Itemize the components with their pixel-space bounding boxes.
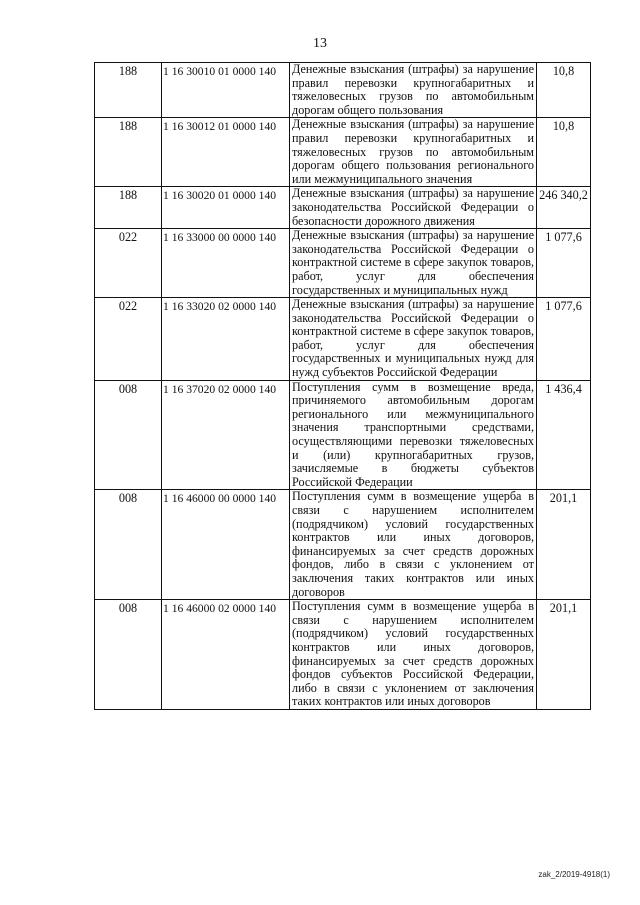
table-row [95, 298, 591, 381]
document-reference: zak_2/2019-4918(1) [538, 870, 610, 879]
description-cell: Денежные взыскания (штрафы) за нарушение законодательства Российской Федерации о безопасности дорожного движения [290, 187, 537, 229]
amount-cell: 10,8 [537, 118, 591, 187]
admin-code-cell: 022 [95, 229, 162, 298]
description-cell: Денежные взыскания (штрафы) за нарушение законодательства Российской Федерации о контрактной системе в сфере закупок товаров, работ, услуг для обеспечения государственных и муниципальных нужд для нужд субъектов Российской Федерации [290, 298, 537, 381]
amount-cell: 10,8 [537, 63, 591, 118]
admin-code-cell: 188 [95, 63, 162, 118]
table-row [95, 380, 591, 490]
kbk-code-cell: 1 16 33020 02 0000 140 [162, 298, 290, 381]
table-row [95, 490, 591, 600]
page-number: 13 [313, 36, 327, 51]
admin-code-cell: 022 [95, 298, 162, 381]
admin-code-cell: 008 [95, 490, 162, 600]
amount-cell: 201,1 [537, 600, 591, 710]
amount-cell: 246 340,2 [537, 187, 591, 229]
description-cell: Денежные взыскания (штрафы) за нарушение правил перевозки крупногабаритных и тяжеловесных грузов по автомобильным дорогам общего пользования регионального или межмуниципального значения [290, 118, 537, 187]
revenue-table-body [95, 63, 591, 710]
kbk-code-cell: 1 16 30010 01 0000 140 [162, 63, 290, 118]
amount-cell: 1 077,6 [537, 298, 591, 381]
description-cell: Поступления сумм в возмещение ущерба в связи с нарушением исполнителем (подрядчиком) условий государственных контрактов или иных договоров, финансируемых за счет средств дорожных фондов, либо в связи с уклонением от заключения таких контрактов или иных договоров [290, 490, 537, 600]
kbk-code-cell: 1 16 30012 01 0000 140 [162, 118, 290, 187]
revenue-table [94, 62, 591, 710]
description-cell: Поступления сумм в возмещение ущерба в связи с нарушением исполнителем (подрядчиком) условий государственных контрактов или иных договоров, финансируемых за счет средств дорожных фондов субъектов Российской Федерации, либо в связи с уклонением от заключения таких контрактов или иных договоров [290, 600, 537, 710]
kbk-code-cell: 1 16 46000 02 0000 140 [162, 600, 290, 710]
table-row [95, 63, 591, 118]
amount-cell: 1 077,6 [537, 229, 591, 298]
description-cell: Денежные взыскания (штрафы) за нарушение правил перевозки крупногабаритных и тяжеловесных грузов по автомобильным дорогам общего пользования [290, 63, 537, 118]
description-cell: Поступления сумм в возмещение вреда, причиняемого автомобильным дорогам регионального или межмуниципального значения транспортными средствами, осуществляющими перевозки тяжеловесных и (или) крупногабаритных грузов, зачисляемые в бюджеты субъектов Российской Федерации [290, 380, 537, 490]
kbk-code-cell: 1 16 46000 00 0000 140 [162, 490, 290, 600]
description-cell: Денежные взыскания (штрафы) за нарушение законодательства Российской Федерации о контрактной системе в сфере закупок товаров, работ, услуг для обеспечения государственных и муниципальных нужд [290, 229, 537, 298]
amount-cell: 201,1 [537, 490, 591, 600]
table-row [95, 118, 591, 187]
kbk-code-cell: 1 16 37020 02 0000 140 [162, 380, 290, 490]
admin-code-cell: 008 [95, 600, 162, 710]
admin-code-cell: 008 [95, 380, 162, 490]
kbk-code-cell: 1 16 33000 00 0000 140 [162, 229, 290, 298]
table-row [95, 600, 591, 710]
table-row [95, 229, 591, 298]
table-row [95, 187, 591, 229]
amount-cell: 1 436,4 [537, 380, 591, 490]
admin-code-cell: 188 [95, 187, 162, 229]
kbk-code-cell: 1 16 30020 01 0000 140 [162, 187, 290, 229]
admin-code-cell: 188 [95, 118, 162, 187]
